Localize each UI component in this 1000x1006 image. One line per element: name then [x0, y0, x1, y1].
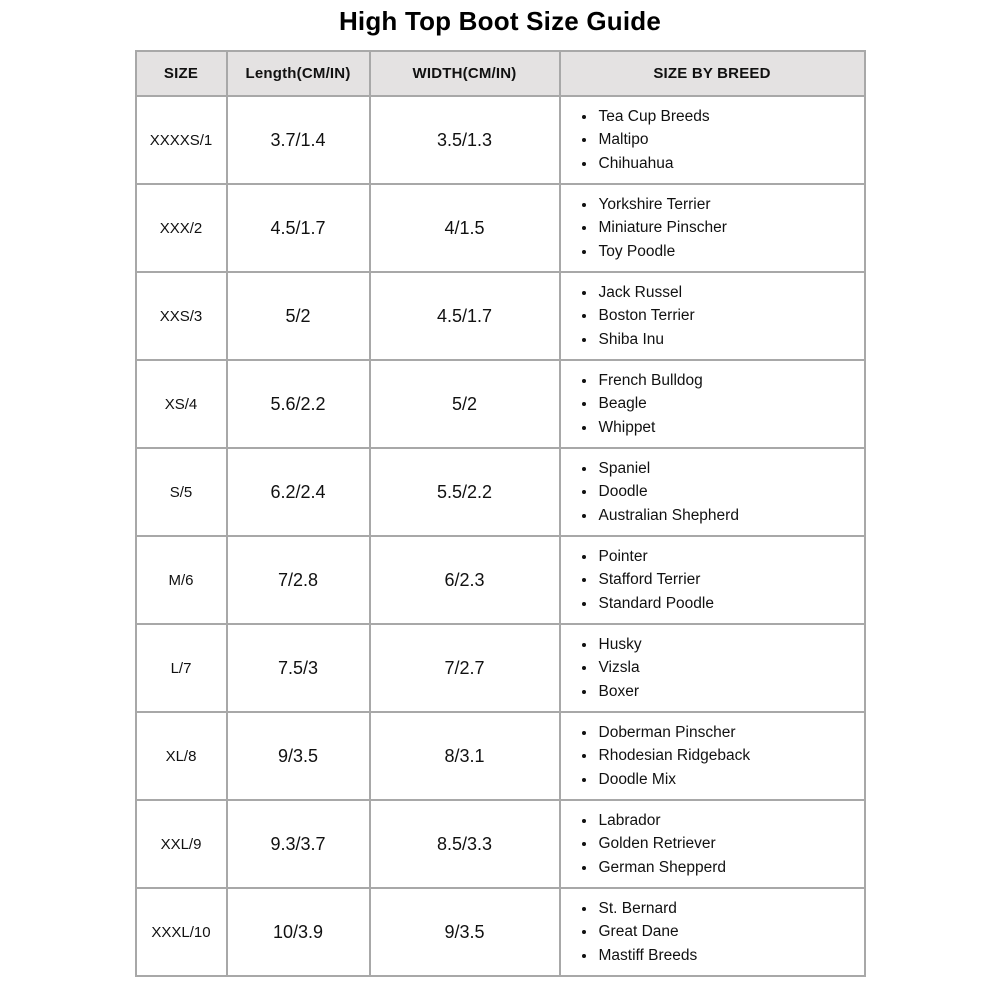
length-cell: 6.2/2.4: [227, 448, 370, 536]
breed-item: • Golden Retriever: [597, 832, 864, 856]
header-row: [136, 51, 865, 96]
breed-item: • Stafford Terrier: [597, 568, 864, 592]
breed-list: [571, 809, 864, 880]
length-cell: 9/3.5: [227, 712, 370, 800]
breed-item: • German Shepperd: [597, 856, 864, 880]
breed-item: • Vizsla: [597, 656, 864, 680]
breed-list: [571, 193, 864, 264]
size-cell: XXXXS/1: [136, 96, 227, 184]
width-cell: 8/3.1: [370, 712, 560, 800]
table-row: [136, 800, 865, 888]
breeds-cell: [560, 624, 865, 712]
length-cell: 3.7/1.4: [227, 96, 370, 184]
breed-list: [571, 545, 864, 616]
breed-list: [571, 369, 864, 440]
column-header-length: Length(CM/IN): [227, 51, 370, 96]
breed-list: [571, 457, 864, 528]
breed-item: • Boxer: [597, 680, 864, 704]
breed-list: [571, 105, 864, 176]
table-row: [136, 624, 865, 712]
size-cell: L/7: [136, 624, 227, 712]
breed-item: • Beagle: [597, 392, 864, 416]
breed-list: [571, 281, 864, 352]
width-cell: 7/2.7: [370, 624, 560, 712]
column-header-size: SIZE: [136, 51, 227, 96]
width-cell: 5/2: [370, 360, 560, 448]
breed-list: [571, 721, 864, 792]
breed-list: [571, 897, 864, 968]
length-cell: 9.3/3.7: [227, 800, 370, 888]
length-cell: 7.5/3: [227, 624, 370, 712]
breed-item: • Boston Terrier: [597, 304, 864, 328]
breed-item: • French Bulldog: [597, 369, 864, 393]
page-title: High Top Boot Size Guide: [338, 6, 662, 36]
size-table-body: [136, 96, 865, 976]
table-row: [136, 96, 865, 184]
size-guide-table: [135, 50, 866, 977]
breed-item: • Maltipo: [597, 128, 864, 152]
width-cell: 8.5/3.3: [370, 800, 560, 888]
length-cell: 5/2: [227, 272, 370, 360]
breed-item: • Doberman Pinscher: [597, 721, 864, 745]
size-cell: S/5: [136, 448, 227, 536]
breed-item: • Shiba Inu: [597, 328, 864, 352]
breeds-cell: [560, 184, 865, 272]
breed-item: • Doodle Mix: [597, 768, 864, 792]
width-cell: 9/3.5: [370, 888, 560, 976]
size-cell: M/6: [136, 536, 227, 624]
size-cell: XXX/2: [136, 184, 227, 272]
breed-item: • Spaniel: [597, 457, 864, 481]
size-cell: XS/4: [136, 360, 227, 448]
breed-item: • Pointer: [597, 545, 864, 569]
length-cell: 4.5/1.7: [227, 184, 370, 272]
width-cell: 5.5/2.2: [370, 448, 560, 536]
breed-item: • Rhodesian Ridgeback: [597, 744, 864, 768]
breeds-cell: [560, 360, 865, 448]
table-row: [136, 712, 865, 800]
breed-item: • Mastiff Breeds: [597, 944, 864, 968]
breed-item: • Great Dane: [597, 920, 864, 944]
width-cell: 6/2.3: [370, 536, 560, 624]
table-row: [136, 536, 865, 624]
breeds-cell: [560, 888, 865, 976]
column-header-breed: SIZE BY BREED: [560, 51, 865, 96]
table-row: [136, 888, 865, 976]
breed-item: • Toy Poodle: [597, 240, 864, 264]
size-cell: XXL/9: [136, 800, 227, 888]
breeds-cell: [560, 800, 865, 888]
breeds-cell: [560, 712, 865, 800]
size-cell: XL/8: [136, 712, 227, 800]
breed-item: • Australian Shepherd: [597, 504, 864, 528]
length-cell: 7/2.8: [227, 536, 370, 624]
breeds-cell: [560, 448, 865, 536]
breed-item: • Yorkshire Terrier: [597, 193, 864, 217]
table-row: [136, 360, 865, 448]
column-header-width: WIDTH(CM/IN): [370, 51, 560, 96]
breed-item: • Tea Cup Breeds: [597, 105, 864, 129]
length-cell: 10/3.9: [227, 888, 370, 976]
breeds-cell: [560, 536, 865, 624]
length-cell: 5.6/2.2: [227, 360, 370, 448]
breed-list: [571, 633, 864, 704]
breed-item: • Doodle: [597, 480, 864, 504]
table-row: [136, 272, 865, 360]
width-cell: 4.5/1.7: [370, 272, 560, 360]
breed-item: • Husky: [597, 633, 864, 657]
table-row: [136, 448, 865, 536]
breed-item: • Chihuahua: [597, 152, 864, 176]
breed-item: • Labrador: [597, 809, 864, 833]
breed-item: • Whippet: [597, 416, 864, 440]
breed-item: • Jack Russel: [597, 281, 864, 305]
table-row: [136, 184, 865, 272]
breed-item: • Standard Poodle: [597, 592, 864, 616]
breeds-cell: [560, 96, 865, 184]
breeds-cell: [560, 272, 865, 360]
width-cell: 3.5/1.3: [370, 96, 560, 184]
size-cell: XXS/3: [136, 272, 227, 360]
size-cell: XXXL/10: [136, 888, 227, 976]
breed-item: • St. Bernard: [597, 897, 864, 921]
width-cell: 4/1.5: [370, 184, 560, 272]
breed-item: • Miniature Pinscher: [597, 216, 864, 240]
